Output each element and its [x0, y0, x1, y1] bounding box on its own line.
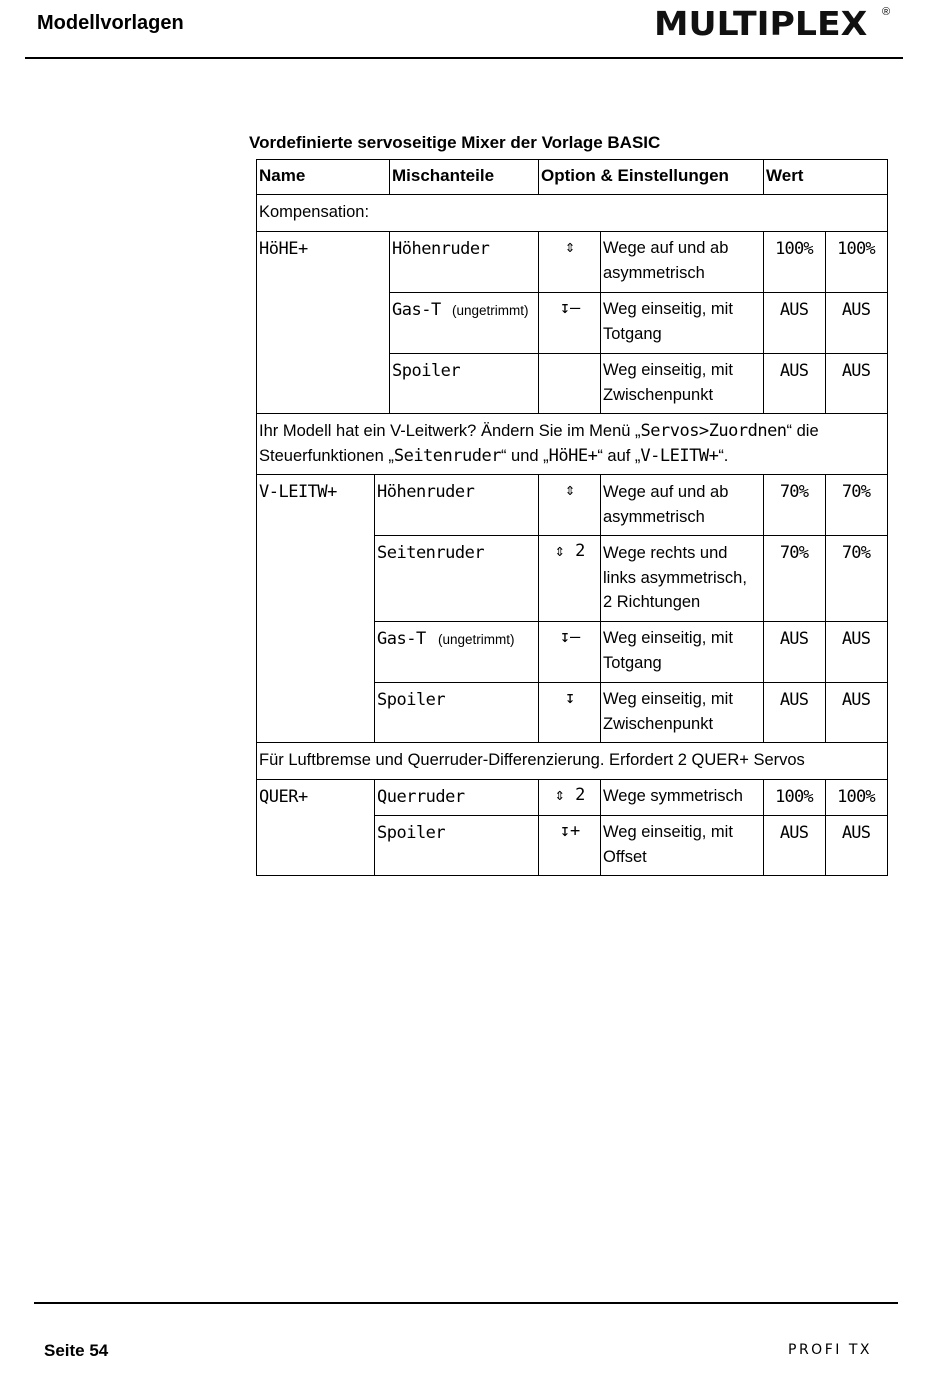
value-2: 70%	[841, 543, 871, 563]
mixer-table	[256, 159, 888, 876]
subrow-divider	[389, 292, 888, 293]
row-divider	[256, 231, 888, 232]
updown-2-symbol-icon: ⇕ 2	[554, 785, 586, 805]
row-divider	[256, 474, 888, 475]
option-line: Wege symmetrisch	[603, 787, 743, 805]
multiplex-logo	[654, 6, 894, 46]
column-header-wert: Wert	[766, 166, 804, 185]
product-name: PROFI TX	[788, 1342, 872, 1358]
table-title: Vordefinierte servoseitige Mixer der Vorlage BASIC	[249, 133, 661, 152]
updown-2-symbol-icon: ⇕ 2	[554, 541, 586, 561]
option-line: Offset	[603, 848, 647, 866]
option-line: Weg einseitig, mit	[603, 823, 733, 841]
mixer-part: Spoiler	[392, 361, 461, 381]
value-2: AUS	[841, 823, 871, 843]
mixer-part: Spoiler	[377, 823, 446, 843]
mixer-part: Gas-T	[392, 300, 441, 320]
oneside-offset-symbol-icon: ↧+	[559, 821, 581, 841]
column-header-mischanteile: Mischanteile	[392, 166, 495, 185]
logo-wordmark: MULTIPLEX	[654, 4, 868, 43]
option-line: Weg einseitig, mit	[603, 361, 733, 379]
value-1: AUS	[779, 629, 809, 649]
section-label: Kompensation:	[259, 203, 370, 221]
option-line: asymmetrisch	[603, 508, 705, 526]
value-2: 100%	[837, 787, 875, 807]
value-1: AUS	[779, 361, 809, 381]
option-line: Totgang	[603, 654, 662, 672]
option-line: Wege auf und ab	[603, 239, 729, 257]
value-2: 70%	[841, 482, 871, 502]
column-header-name: Name	[259, 166, 306, 185]
column-header-option: Option & Einstellungen	[541, 166, 729, 185]
option-line: Weg einseitig, mit	[603, 629, 733, 647]
col-divider	[763, 159, 764, 194]
mixer-name: V-LEITW+	[259, 482, 337, 502]
option-line: Zwischenpunkt	[603, 386, 714, 404]
oneside-deadband-symbol-icon: ↧–	[559, 298, 581, 318]
row-divider	[256, 742, 888, 743]
option-line: Wege auf und ab	[603, 483, 729, 501]
header-divider	[25, 57, 903, 59]
v-tail-note: Ihr Modell hat ein V-Leitwerk? Ändern Sie im Menü „Servos>Zuordnen“ die	[259, 421, 819, 441]
option-line: 2 Richtungen	[603, 593, 701, 611]
col-divider	[389, 231, 390, 413]
option-line: Weg einseitig, mit	[603, 300, 733, 318]
value-2: AUS	[841, 629, 871, 649]
option-line: Zwischenpunkt	[603, 715, 714, 733]
option-line: Totgang	[603, 325, 662, 343]
subrow-divider	[374, 621, 888, 622]
mixer-part: Spoiler	[377, 690, 446, 710]
col-divider	[374, 474, 375, 742]
value-1: 100%	[775, 787, 813, 807]
footer-divider	[34, 1302, 898, 1304]
subrow-divider	[374, 535, 888, 536]
page-title: Modellvorlagen	[37, 12, 184, 34]
oneside-midpoint-symbol-icon: ↧	[564, 688, 576, 708]
value-1: AUS	[779, 300, 809, 320]
col-divider	[389, 159, 390, 194]
page-number: Seite 54	[44, 1341, 109, 1360]
v-tail-note: Steuerfunktionen „Seitenruder“ und „HöHE+“ auf „V-LEITW+“.	[259, 446, 729, 466]
mixer-part: Höhenruder	[377, 482, 475, 502]
mixer-part-note: (ungetrimmt)	[452, 303, 529, 318]
value-1: 70%	[779, 482, 809, 502]
row-divider	[256, 413, 888, 414]
option-line: Wege rechts und	[603, 544, 728, 562]
mixer-name: QUER+	[259, 787, 308, 807]
mixer-part-note: (ungetrimmt)	[438, 632, 515, 647]
updown-symbol-icon: ⇕	[564, 237, 576, 257]
row-divider	[256, 194, 888, 195]
subrow-divider	[374, 682, 888, 683]
value-2: AUS	[841, 300, 871, 320]
mixer-part: Höhenruder	[392, 239, 490, 259]
option-line: asymmetrisch	[603, 264, 705, 282]
subrow-divider	[389, 353, 888, 354]
value-1: AUS	[779, 690, 809, 710]
value-2: 100%	[837, 239, 875, 259]
mixer-part: Seitenruder	[377, 543, 485, 563]
airbrake-note: Für Luftbremse und Querruder-Differenzierung. Erfordert 2 QUER+ Servos	[259, 751, 805, 769]
subrow-divider	[374, 815, 888, 816]
value-1: AUS	[779, 823, 809, 843]
row-divider	[256, 779, 888, 780]
oneside-deadband-symbol-icon: ↧–	[559, 627, 581, 647]
registered-mark: ®	[882, 6, 891, 18]
mixer-name: HöHE+	[259, 239, 308, 259]
mixer-part: Querruder	[377, 787, 465, 807]
option-line: links asymmetrisch,	[603, 569, 747, 587]
value-2: AUS	[841, 361, 871, 381]
mixer-part: Gas-T	[377, 629, 426, 649]
value-2: AUS	[841, 690, 871, 710]
col-divider	[538, 159, 539, 194]
col-divider	[374, 779, 375, 876]
value-1: 70%	[779, 543, 809, 563]
value-1: 100%	[775, 239, 813, 259]
option-line: Weg einseitig, mit	[603, 690, 733, 708]
updown-symbol-icon: ⇕	[564, 480, 576, 500]
